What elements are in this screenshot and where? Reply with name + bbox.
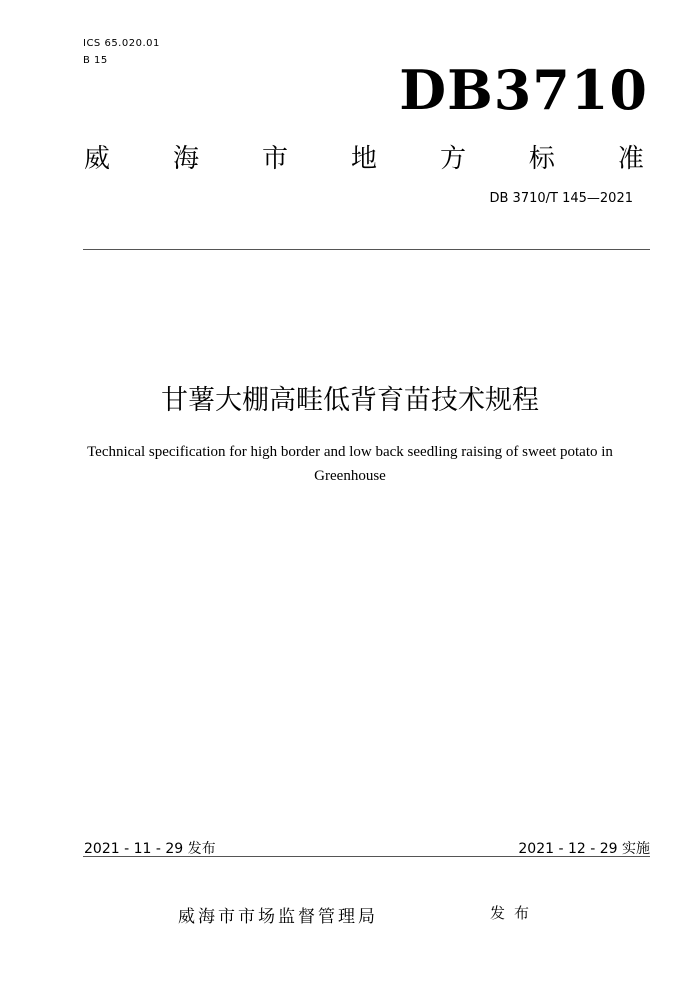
issue-date: 2021 - 11 - 29 发布 xyxy=(84,841,216,857)
standard-type-char: 地 xyxy=(350,144,377,174)
standard-type xyxy=(84,138,644,175)
publisher: 威海市市场监督管理局 xyxy=(178,907,378,927)
document-title-chinese: 甘薯大棚高畦低背育苗技术规程 xyxy=(161,385,539,416)
implementation-date: 2021 - 12 - 29 实施 xyxy=(518,841,650,857)
ics-code: ICS 65.020.01 xyxy=(83,38,160,49)
publish-label: 发布 xyxy=(490,904,539,922)
standard-type-char: 方 xyxy=(439,144,466,174)
standard-number: DB 3710/T 145—2021 xyxy=(489,191,633,206)
standard-type-char: 市 xyxy=(261,144,288,174)
standard-type-char: 海 xyxy=(172,144,199,174)
document-title-english: Technical specification for high border and low back seedling raising of sweet potato in Greenhouse xyxy=(87,444,613,484)
standard-type-char: 威 xyxy=(84,144,111,174)
classification-code: B 15 xyxy=(83,55,108,66)
standard-code-logo: DB3710 xyxy=(399,58,648,122)
standard-type-char: 准 xyxy=(617,144,644,174)
standard-type-char: 标 xyxy=(528,144,555,174)
header-divider xyxy=(83,249,650,250)
footer-divider xyxy=(83,856,650,857)
